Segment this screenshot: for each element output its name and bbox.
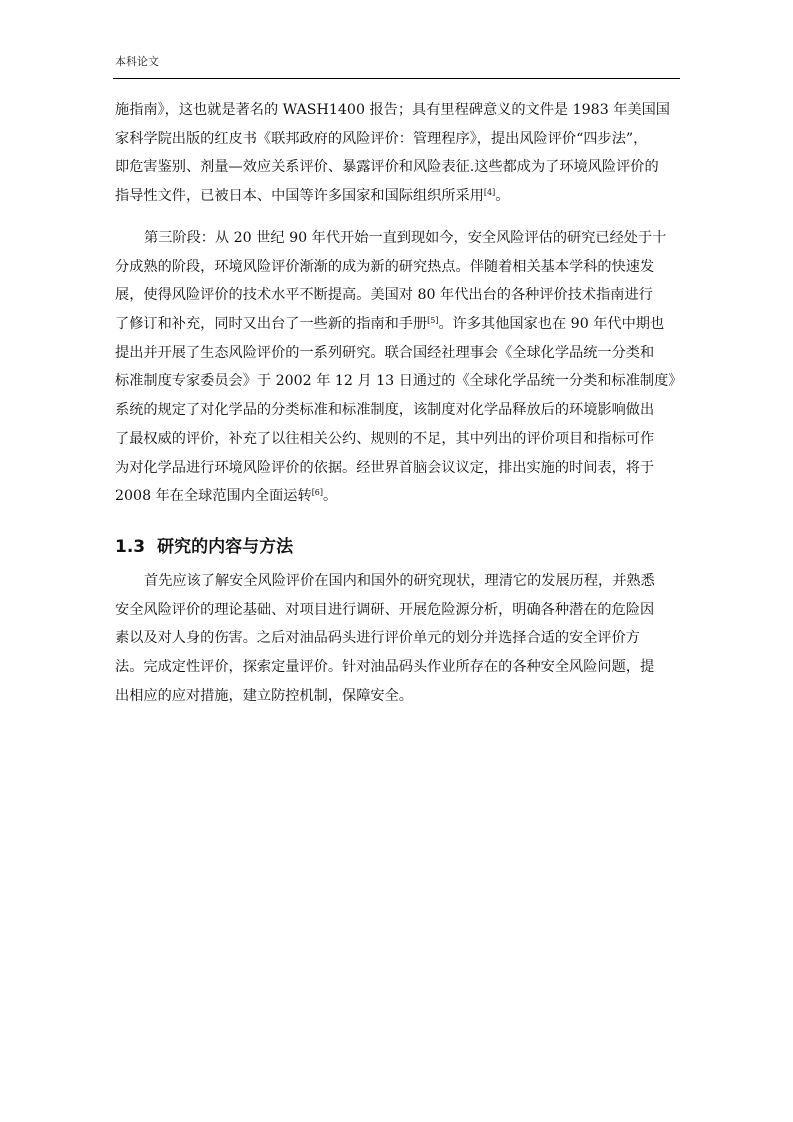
paragraph-line: 法。完成定性评价，探索定量评价。针对油品码头作业所存在的各种安全风险问题，提	[115, 659, 655, 676]
paragraph-research-content	[115, 567, 682, 710]
paragraph-line: 即危害鉴别、剂量—效应关系评价、暴露评价和风险表征.这些都成为了环境风险评价的	[115, 159, 659, 176]
paragraph-line: 素以及对人身的伤害。之后对油品码头进行评价单元的划分并选择合适的安全评价方	[115, 630, 640, 647]
section-heading	[115, 536, 293, 558]
paragraph-line: 提出并开展了生态风险评价的一系列研究。联合国经社理事会《全球化学品统一分类和	[115, 344, 655, 361]
section-title: 研究的内容与方法	[157, 537, 294, 557]
paragraph-line: 展，使得风险评价的技术水平不断提高。美国对 80 年代出台的各种评价技术指南进行	[115, 287, 653, 304]
citation-reference: [6]	[311, 488, 324, 498]
paragraph-line-text: 了修订和补充，同时又出台了一些新的指南和手册	[115, 316, 428, 333]
header-divider	[113, 78, 680, 79]
paragraph-line-text: 指导性文件，已被日本、中国等许多国家和国际组织所采用	[115, 188, 484, 205]
paragraph-line: 首先应该了解安全风险评价在国内和国外的研究现状，理清它的发展历程，并熟悉	[144, 573, 655, 589]
paragraph-line: 安全风险评价的理论基础、对项目进行调研、开展危险源分析，明确各种潜在的危险因	[115, 601, 655, 618]
paragraph-line: 系统的规定了对化学品的分类标准和标准制度，该制度对化学品释放后的环境影响做出	[115, 402, 655, 419]
paragraph-line-end: 。	[323, 488, 338, 505]
paragraph-line-end: 。许多其他国家也在 90 年代中期也	[438, 316, 665, 333]
paragraph-history-continued	[115, 96, 682, 211]
paragraph-line: 分成熟的阶段，环境风险评价渐渐的成为新的研究热点。伴随着相关基本学科的快速发	[115, 258, 655, 275]
paragraph-line: 施指南》，这也就是著名的 WASH1400 报告；具有里程碑意义的文件是 1983 年美国国	[115, 102, 670, 118]
paragraph-line: 出相应的应对措施，建立防控机制，保障安全。	[115, 687, 413, 704]
section-number: 1.3	[115, 537, 146, 557]
paragraph-line-with-citation	[115, 482, 682, 511]
paragraph-line: 了最权威的评价，补充了以往相关公约、规则的不足，其中列出的评价项目和指标可作	[115, 430, 655, 447]
paragraph-line: 标准制度专家委员会》于 2002 年 12 月 13 日通过的《全球化学品统一分类和标准制度》	[115, 373, 682, 390]
citation-reference: [4]	[483, 188, 496, 198]
paragraph-line-text: 2008 年在全球范围内全面运转	[115, 488, 312, 505]
paragraph-third-stage	[115, 224, 682, 511]
running-header: 本科论文	[115, 55, 159, 68]
citation-reference: [5]	[427, 316, 439, 326]
paragraph-line: 第三阶段：从 20 世纪 90 年代开始一直到现如今，安全风险评估的研究已经处于十	[144, 230, 667, 246]
paragraph-line: 为对化学品进行环境风险评价的依据。经世界首脑会议议定，排出实施的时间表，将于	[115, 459, 655, 476]
paragraph-line-with-citation	[115, 182, 682, 211]
paragraph-line: 家科学院出版的红皮书《联邦政府的风险评价：管理程序》，提出风险评价“四步法”，	[115, 130, 648, 147]
paragraph-line-end: 。	[495, 188, 510, 205]
paragraph-line-with-citation	[115, 310, 682, 339]
